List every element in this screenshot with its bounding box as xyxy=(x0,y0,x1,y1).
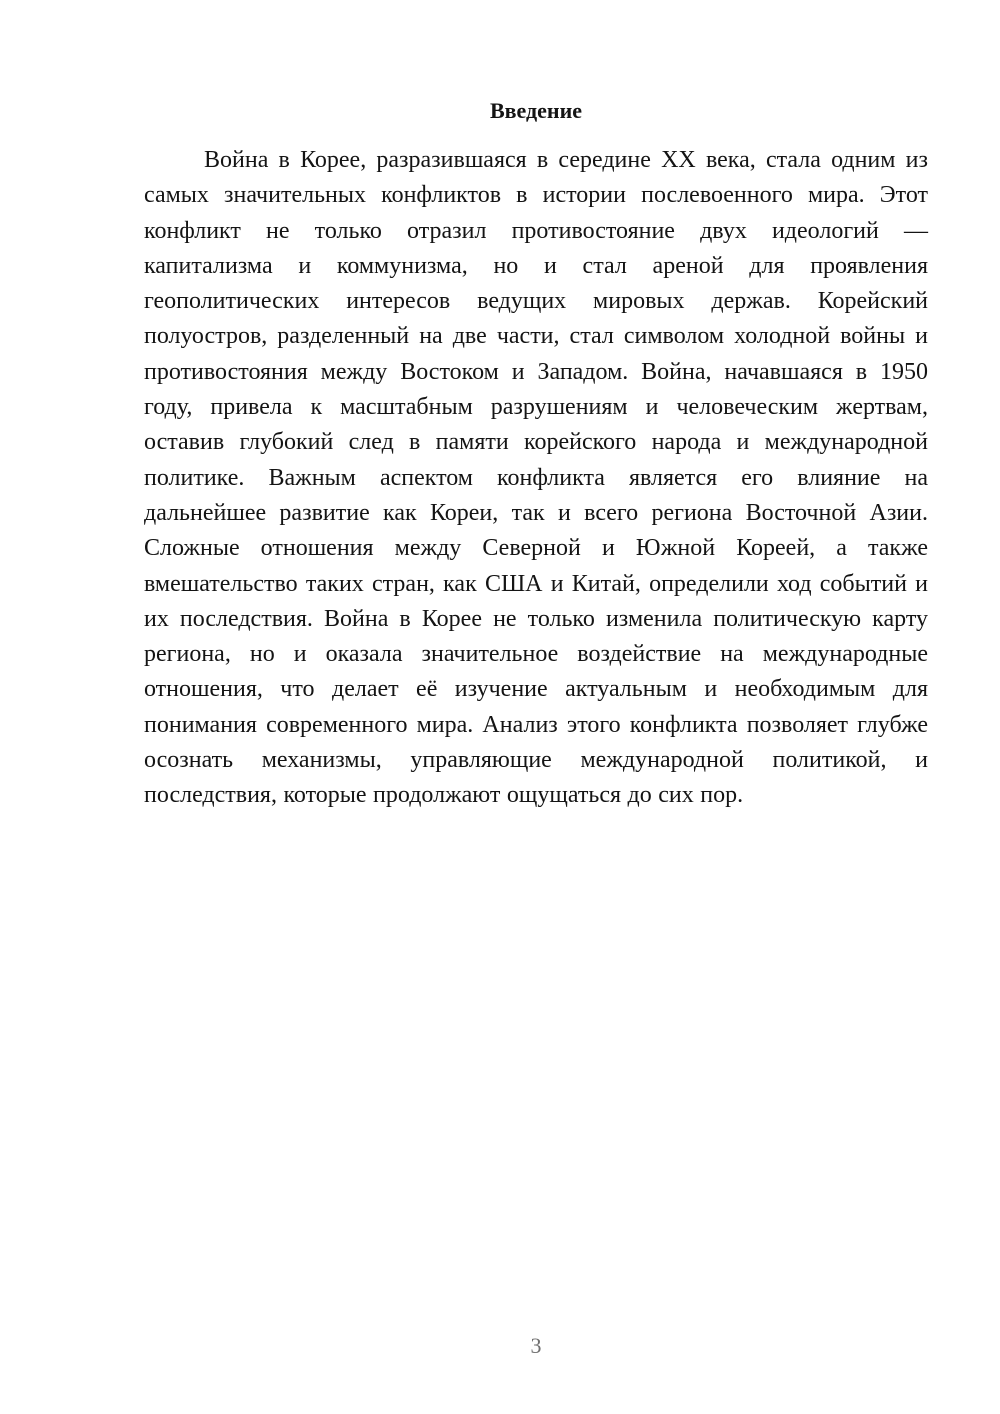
page-number: 3 xyxy=(530,1333,542,1358)
intro-paragraph: Война в Корее, разразившаяся в середине XX века, стала одним из самых значительных конфликтов в истории послевоенного мира. Этот конфликт не только отразил противостояние двух идеологий — капитализма и коммунизма, но и стал ареной для проявления геополитических интересов ведущих мировых держав. Корейский полуостров, разделенный на две части, стал символом холодной войны и противостояния между Востоком и Западом. Война, начавшаяся в 1950 году, привела к масштабным разрушениям и человеческим жертвам, оставив глубокий след в памяти корейского народа и международной политике. Важным аспектом конфликта является его влияние на дальнейшее развитие как Кореи, так и всего региона Восточной Азии. Сложные отношения между Северной и Южной Кореей, а также вмешательство таких стран, как США и Китай, определили ход событий и их последствия. Война в Корее не только изменила политическую карту региона, но и оказала значительное воздействие на международные отношения, что делает её изучение актуальным и необходимым для понимания современного мира. Анализ этого конфликта позволяет глубже осознать механизмы, управляющие международной политикой, и последствия, которые продолжают ощущаться до сих пор. xyxy=(144,147,928,809)
section-heading: Введение xyxy=(489,98,583,123)
